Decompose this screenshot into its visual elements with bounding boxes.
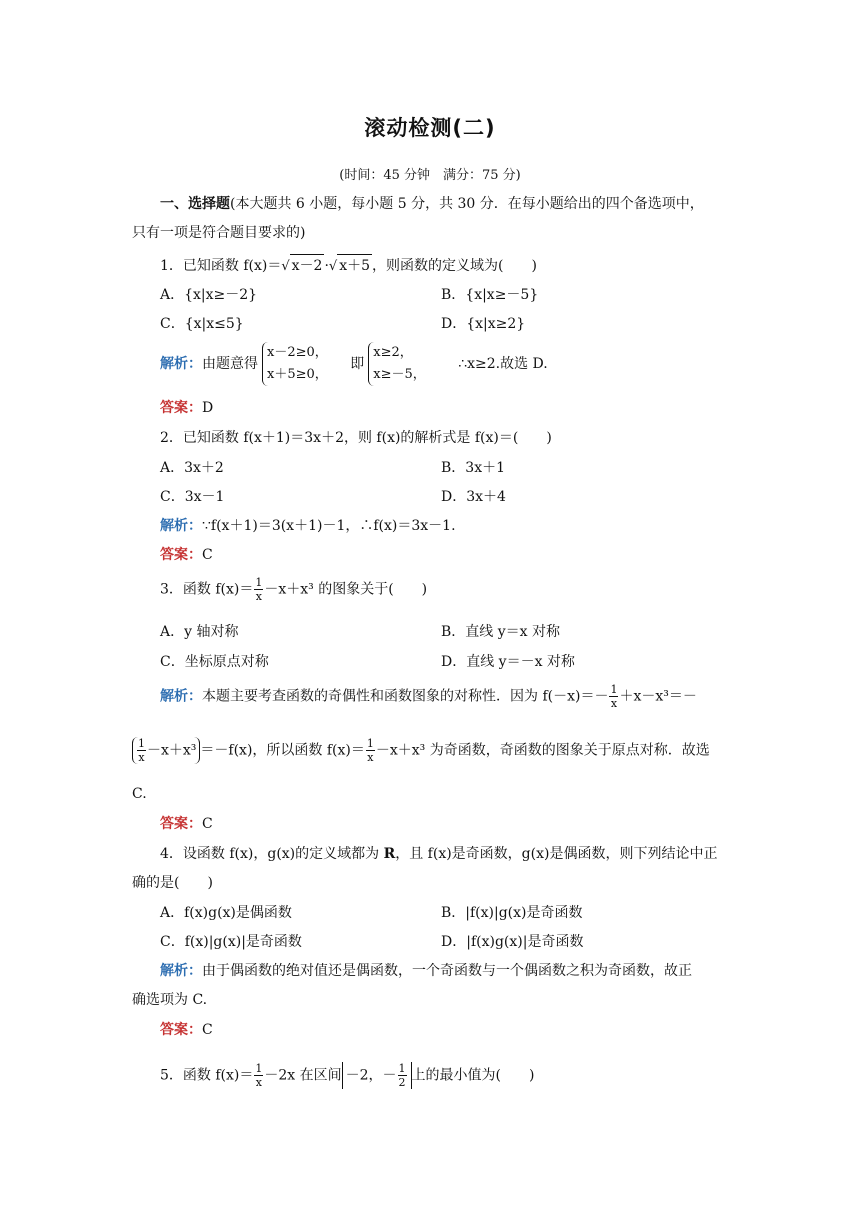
q3-analysis-1a: 本题主要考查函数的奇偶性和函数图象的对称性．因为 f(－x)＝－ <box>202 688 609 705</box>
q1-option-b: B．{x|x≥－5} <box>441 287 539 303</box>
section-heading: 一、选择题 <box>160 196 230 212</box>
q2-answer-label: 答案： <box>160 547 202 563</box>
section-desc-2: 只有一项是符合题目要求的) <box>132 225 306 241</box>
section-heading-line <box>160 193 704 213</box>
q4-stem-1 <box>160 843 717 863</box>
q3-analysis-2 <box>132 737 710 764</box>
q3-answer-value: C <box>202 816 213 832</box>
q3-option-d: D．直线 y＝－x 对称 <box>441 654 575 670</box>
q3-an-fraction-1 <box>609 683 618 710</box>
q5-fraction <box>254 1062 263 1089</box>
q1-system-1 <box>262 342 328 386</box>
q4-option-c: C．f(x)|g(x)|是奇函数 <box>160 934 302 950</box>
q1-answer-value: D <box>202 400 214 416</box>
section-desc-1: (本大题共 6 小题，每小题 5 分，共 30 分．在每小题给出的四个备选项中， <box>230 196 704 212</box>
q5-stem-b: －2x 在区间 <box>264 1067 342 1084</box>
q5-interval <box>342 1062 412 1089</box>
q4-stem-R: R <box>383 846 396 862</box>
q1-root-1: x－2 <box>290 254 325 275</box>
q4-option-a: A．f(x)g(x)是偶函数 <box>160 905 292 921</box>
page-title: 滚动检测(二) <box>364 116 496 140</box>
q1-system-2 <box>368 342 426 386</box>
q5-stem-c: 上的最小值为( ) <box>411 1067 535 1084</box>
q1-analysis-c: ∴x≥2.故选 D. <box>458 356 548 372</box>
q4-analysis-2: 确选项为 C. <box>132 992 208 1008</box>
q2-analysis-label: 解析： <box>160 518 202 534</box>
q4-stem-1b: ，且 f(x)是奇函数，g(x)是偶函数，则下列结论中正 <box>395 846 718 862</box>
q3-analysis-2b: －x＋x³ 为奇函数，奇函数的图象关于原点对称．故选 <box>375 742 710 759</box>
q5-stem-a: 5．函数 f(x)＝ <box>160 1067 254 1084</box>
q2-analysis-text: ∵f(x＋1)＝3(x＋1)－1，∴f(x)＝3x－1. <box>202 518 456 534</box>
q3-analysis-1 <box>160 683 697 710</box>
q4-option-d: D．|f(x)g(x)|是奇函数 <box>441 934 584 950</box>
q4-answer-label: 答案： <box>160 1022 202 1038</box>
q3-stem-a: 3．函数 f(x)＝ <box>160 581 254 598</box>
q3-frac-den: x <box>255 590 262 603</box>
q1-analysis-a: 由题意得 <box>202 356 258 372</box>
q1-option-d: D．{x|x≥2} <box>441 316 526 332</box>
q3-analysis-1b: ＋x－x³＝－ <box>619 688 697 705</box>
q1-root-2: x＋5 <box>337 254 372 275</box>
q1-answer <box>160 397 213 417</box>
q1-answer-label: 答案： <box>160 400 202 416</box>
q3-an-fraction-3 <box>366 737 375 764</box>
q3-analysis-3: C. <box>132 786 147 802</box>
q3-an-paren <box>132 737 200 764</box>
q4-option-b: B．|f(x)|g(x)是奇函数 <box>441 905 583 921</box>
q4-stem-2: 确的是( ) <box>132 875 213 891</box>
q1-sys2-b: x≥－5， <box>373 367 426 382</box>
q1-stem-a: 1．已知函数 f(x)＝ <box>160 258 282 274</box>
q3-answer-label: 答案： <box>160 816 202 832</box>
q1-sys2-a: x≥2， <box>373 345 413 360</box>
q3-an-paren-inner: －x＋x³ <box>147 742 197 759</box>
q3-option-b: B．直线 y＝x 对称 <box>441 624 560 640</box>
q5-int-frac-num: 1 <box>398 1062 406 1075</box>
q2-option-d: D．3x＋4 <box>441 489 506 505</box>
q5-frac-num: 1 <box>255 1062 263 1075</box>
q2-option-a: A．3x＋2 <box>160 460 224 476</box>
q3-analysis-2a: ＝－f(x)，所以函数 f(x)＝ <box>200 742 365 759</box>
q2-option-b: B．3x＋1 <box>441 460 505 476</box>
q3-analysis-label: 解析： <box>160 688 202 705</box>
q4-answer-value: C <box>202 1022 213 1038</box>
q1-stem-b: ，则函数的定义域为( ) <box>372 258 537 274</box>
q3-option-a: A．y 轴对称 <box>160 624 239 640</box>
q3-an-fraction-2 <box>137 737 146 764</box>
q3-fraction <box>254 576 263 603</box>
q3-option-c: C．坐标原点对称 <box>160 654 269 670</box>
q2-stem: 2．已知函数 f(x＋1)＝3x＋2，则 f(x)的解析式是 f(x)＝( ) <box>160 430 552 446</box>
q3-an-frac2-num: 1 <box>138 737 145 750</box>
q2-option-c: C．3x－1 <box>160 489 225 505</box>
q5-int-frac-den: 2 <box>398 1076 406 1089</box>
q1-dot: · <box>324 258 329 274</box>
q3-an-frac3-den: x <box>367 751 374 764</box>
q3-an-frac3-num: 1 <box>366 737 374 750</box>
q5-interval-a: －2，－ <box>345 1067 397 1084</box>
q1-stem: 1．已知函数 f(x)＝√ x－2 ·√ x＋5 ，则函数的定义域为( ) <box>160 254 537 275</box>
q3-an-frac1-num: 1 <box>610 683 618 696</box>
q3-an-frac1-den: x <box>610 697 618 710</box>
q1-sys1-b: x＋5≥0， <box>267 367 328 382</box>
q1-analysis <box>160 342 548 386</box>
q4-analysis-text-1: 由于偶函数的绝对值还是偶函数，一个奇函数与一个偶函数之积为奇函数，故正 <box>202 963 692 979</box>
q3-stem-b: －x＋x³ 的图象关于( ) <box>264 581 428 598</box>
q1-analysis-label: 解析： <box>160 356 202 372</box>
q3-frac-num: 1 <box>255 576 263 589</box>
q4-answer <box>160 1019 213 1039</box>
q2-analysis <box>160 515 456 535</box>
q2-answer-value: C <box>202 547 213 563</box>
q5-interval-fraction <box>398 1062 407 1089</box>
q3-an-frac2-den: x <box>138 751 145 764</box>
q1-option-a: A．{x|x≥－2} <box>160 287 258 303</box>
q3-answer <box>160 813 213 833</box>
q1-sys1-a: x－2≥0， <box>267 345 328 360</box>
exam-meta: (时间：45 分钟 满分：75 分) <box>339 168 521 183</box>
q5-stem <box>160 1062 534 1089</box>
q1-analysis-b: 即 <box>350 356 365 372</box>
q4-analysis-1 <box>160 960 692 980</box>
q4-analysis-label: 解析： <box>160 963 202 979</box>
q1-option-c: C．{x|x≤5} <box>160 316 244 332</box>
q5-frac-den: x <box>255 1076 262 1089</box>
q4-stem-1a: 4．设函数 f(x)，g(x)的定义域都为 <box>160 846 384 862</box>
q2-answer <box>160 544 213 564</box>
q3-stem <box>160 576 427 603</box>
